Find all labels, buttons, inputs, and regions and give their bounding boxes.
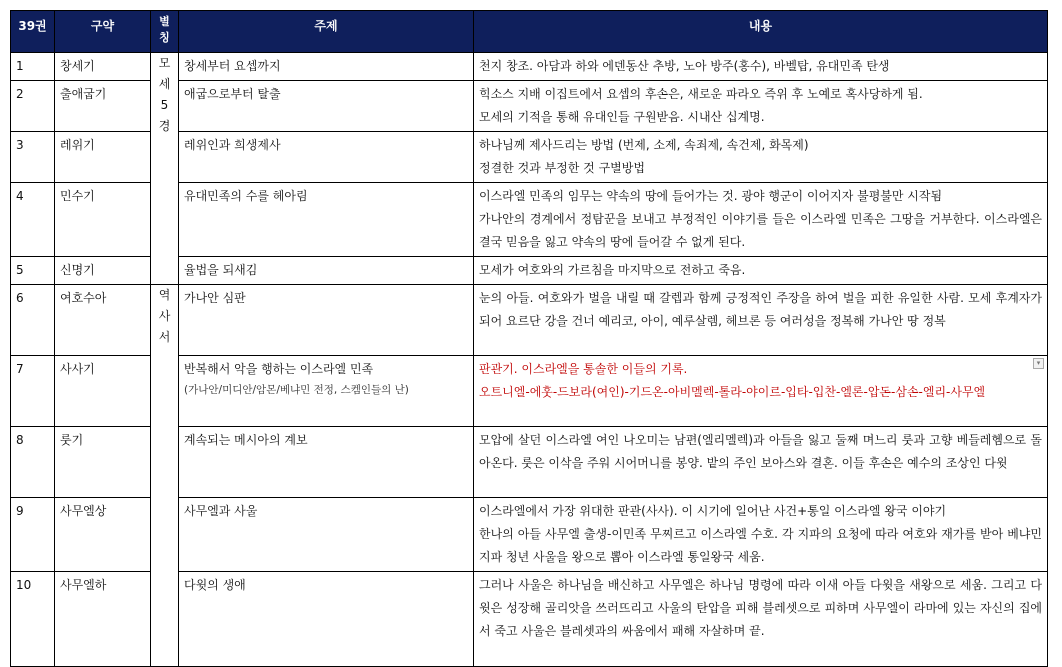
content-line: 이스라엘에서 가장 위대한 판관(사사). 이 시기에 일어난 사건+통일 이스라엘 왕국 이야기	[479, 504, 947, 518]
header-alias-char: 칭	[159, 31, 170, 44]
content-line: 천지 창조. 아담과 하와 에덴동산 추방, 노아 방주(홍수), 바벨탑, 유대민족 탄생	[479, 59, 890, 73]
content	[474, 257, 1048, 285]
topic: 유대민족의 수를 헤아림	[179, 183, 474, 257]
category-char: 서	[158, 330, 171, 344]
content-line: 한나의 아들 사무엘 출생-이민족 무찌르고 이스라엘 수호. 각 지파의 요청에 따라 여호와 재가를 받아 베냐민 지파 청년 사울을 왕으로 뽑아 이스라엘 통일왕국 세움.	[479, 527, 1042, 564]
content-line: 가나안의 경계에서 정탐꾼을 보내고 부정적인 이야기를 들은 이스라엘 민족은 그땅을 거부한다. 이스라엘은 결국 믿음을 잃고 약속의 땅에 들어갈 수 없게 된다.	[479, 212, 1042, 249]
category-char: 경	[158, 119, 171, 133]
row-number: 7	[11, 356, 55, 427]
header-topic: 주제	[179, 11, 474, 53]
content-line: 눈의 아들. 여호와가 벌을 내릴 때 갈렙과 함께 긍정적인 주장을 하여 벌을 피한 유일한 사람. 모세 후계자가 되어 요르단 강을 건너 예리코, 아이, 예루살렘, 헤브론 등 여러성을 정복해 가나안 땅 정복	[479, 291, 1042, 328]
category-char: 사	[158, 309, 171, 323]
content	[474, 356, 1048, 427]
content-line: 오트니엘-에훗-드보라(여인)-기드온-아비멜렉-톨라-야이르-입타-입찬-엘론-압돈-삼손-엘리-사무엘	[479, 385, 986, 399]
row-number: 2	[11, 81, 55, 132]
topic-subtitle: (가나안/미디안/암몬/베냐민 전정, 스켐인들의 난)	[184, 384, 409, 396]
row-number: 6	[11, 285, 55, 356]
row-number: 1	[11, 53, 55, 81]
content-line: 판관기. 이스라엘을 통솔한 이들의 기록.	[479, 362, 688, 376]
content	[474, 132, 1048, 183]
topic: 계속되는 메시아의 계보	[179, 427, 474, 498]
book-name: 사사기	[55, 356, 151, 427]
topic	[179, 356, 474, 427]
table-row	[11, 53, 1048, 81]
category-char: 세	[158, 77, 171, 91]
content	[474, 285, 1048, 356]
header-row	[11, 11, 1048, 53]
dropdown-arrow-icon[interactable]: ▾	[1033, 358, 1044, 369]
header-book: 구약	[55, 11, 151, 53]
content	[474, 498, 1048, 572]
content-line: 그러나 사울은 하나님을 배신하고 사무엘은 하나님 명령에 따라 이새 아들 다윗을 새왕으로 세움. 그리고 다윗은 성장해 골리앗을 쓰러뜨리고 사울의 탄압을 피해 블레셋으로 피하며 사무엘이 라마에 있는 자신의 집에서 죽고 사울은 블레셋과의 싸움에서 패해 자살하며 끝.	[479, 578, 1042, 638]
row-number: 5	[11, 257, 55, 285]
book-name: 신명기	[55, 257, 151, 285]
row-number: 3	[11, 132, 55, 183]
category-moses	[151, 53, 179, 285]
content-line: 모압에 살던 이스라엘 여인 나오미는 남편(엘리멜렉)과 아들을 잃고 둘째 며느리 룻과 고향 베들레헴으로 돌아온다. 룻은 이삭을 주워 시어머니를 봉양. 밭의 주인 보아스와 결혼. 이들 후손은 예수의 조상인 다윗	[479, 433, 1042, 470]
content	[474, 572, 1048, 667]
book-name: 룻기	[55, 427, 151, 498]
category-char: 모	[158, 56, 171, 70]
content-line: 힉소스 지배 이집트에서 요셉의 후손은, 새로운 파라오 즉위 후 노예로 혹사당하게 됨.	[479, 87, 923, 101]
row-number: 9	[11, 498, 55, 572]
header-volume: 39권	[11, 11, 55, 53]
book-name: 사무엘상	[55, 498, 151, 572]
content-line: 모세의 기적을 통해 유대인들 구원받음. 시내산 십계명.	[479, 110, 765, 124]
header-alias	[151, 11, 179, 53]
book-name: 레위기	[55, 132, 151, 183]
content	[474, 53, 1048, 81]
topic: 율법을 되새김	[179, 257, 474, 285]
row-number: 4	[11, 183, 55, 257]
book-name: 사무엘하	[55, 572, 151, 667]
category-history	[151, 285, 179, 667]
row-number: 8	[11, 427, 55, 498]
book-name: 여호수아	[55, 285, 151, 356]
category-char: 역	[158, 288, 171, 302]
topic: 애굽으로부터 탈출	[179, 81, 474, 132]
book-name: 출애굽기	[55, 81, 151, 132]
topic: 다윗의 생애	[179, 572, 474, 667]
table-row	[11, 285, 1048, 356]
topic: 사무엘과 사울	[179, 498, 474, 572]
content	[474, 81, 1048, 132]
header-alias-char: 별	[159, 15, 170, 28]
book-name: 창세기	[55, 53, 151, 81]
content-line: 이스라엘 민족의 임무는 약속의 땅에 들어가는 것. 광야 행군이 이어지자 불평불만 시작됨	[479, 189, 943, 203]
header-content: 내용	[474, 11, 1048, 53]
topic: 가나안 심판	[179, 285, 474, 356]
book-name: 민수기	[55, 183, 151, 257]
topic: 창세부터 요셉까지	[179, 53, 474, 81]
content-line: 하나님께 제사드리는 방법 (번제, 소제, 속죄제, 속건제, 화목제)	[479, 138, 809, 152]
content-line: 모세가 여호와의 가르침을 마지막으로 전하고 죽음.	[479, 263, 746, 277]
content	[474, 183, 1048, 257]
content	[474, 427, 1048, 498]
content-line: 정결한 것과 부정한 것 구별방법	[479, 161, 645, 175]
bible-summary-table	[10, 10, 1048, 667]
category-char: 5	[160, 98, 169, 112]
topic: 레위인과 희생제사	[179, 132, 474, 183]
row-number: 10	[11, 572, 55, 667]
topic-title: 반복해서 악을 행하는 이스라엘 민족	[184, 362, 374, 376]
